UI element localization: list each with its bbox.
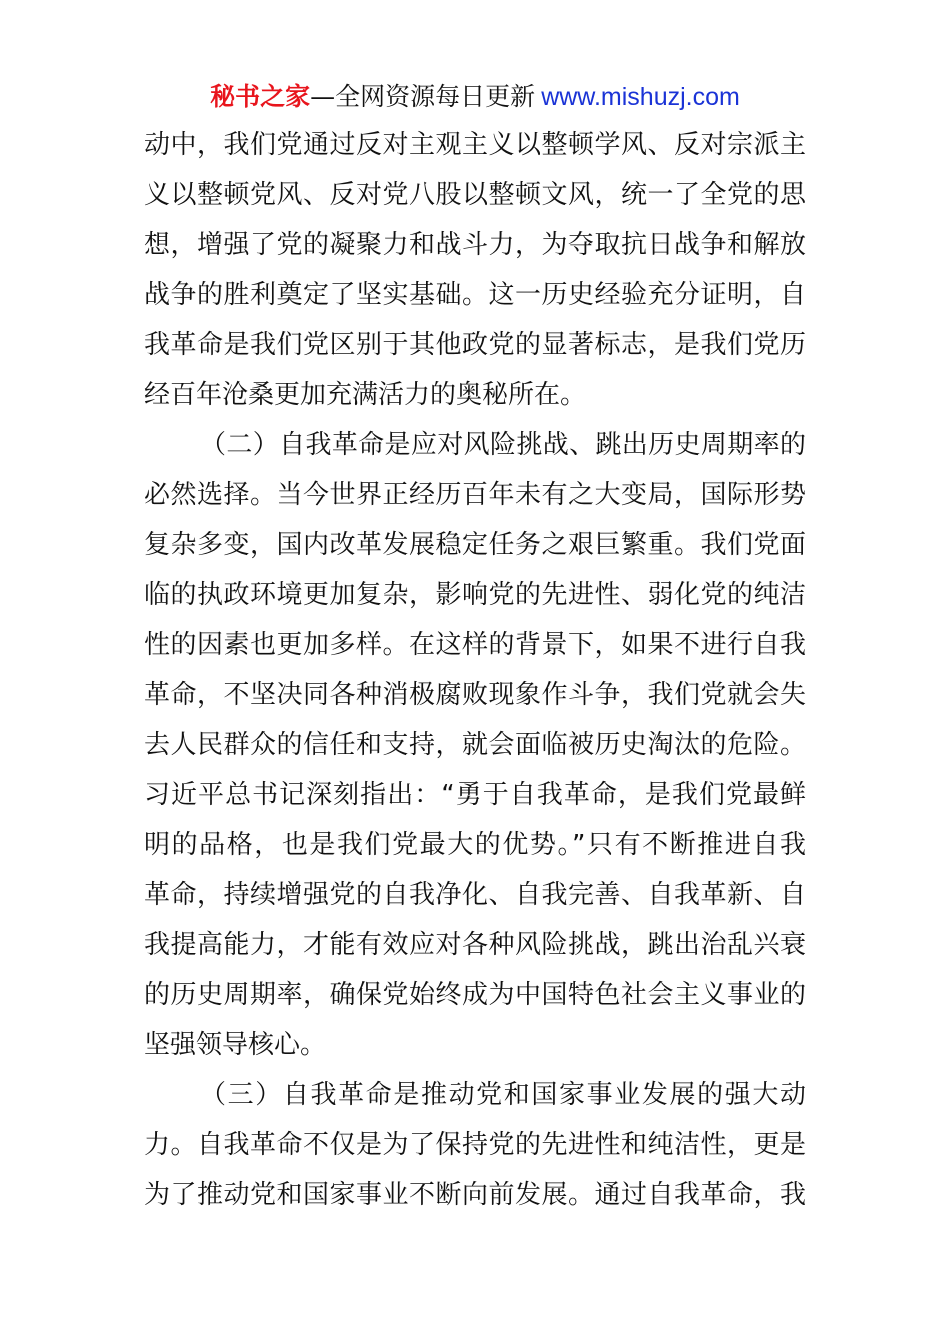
site-url-link[interactable]: www.mishuzj.com: [541, 83, 740, 111]
text-line: 性的因素也更加多样。在这样的背景下，如果不进行自我: [144, 630, 806, 660]
text-line: 坚强领导核心。: [144, 1030, 327, 1060]
text-line: 我提高能力，才能有效应对各种风险挑战，跳出治乱兴衰: [144, 930, 806, 960]
text-line: 革命，持续增强党的自我净化、自我完善、自我革新、自: [144, 880, 806, 910]
text-line: 动中，我们党通过反对主观主义以整顿学风、反对宗派主: [144, 130, 806, 160]
text-line: 经百年沧桑更加充满活力的奥秘所在。: [144, 380, 587, 410]
text-line: 革命，不坚决同各种消极腐败现象作斗争，我们党就会失: [144, 680, 806, 710]
text-line: 想，增强了党的凝聚力和战斗力，为夺取抗日战争和解放: [144, 230, 806, 260]
text-line: 义以整顿党风、反对党八股以整顿文风，统一了全党的思: [144, 180, 806, 210]
text-line: 复杂多变，国内改革发展稳定任务之艰巨繁重。我们党面: [144, 530, 806, 560]
text-line: 战争的胜利奠定了坚实基础。这一历史经验充分证明，自: [144, 280, 806, 310]
site-brand: 秘书之家: [210, 82, 311, 111]
document-body: [144, 120, 806, 1220]
section-heading-line: （三）自我革命是推动党和国家事业发展的强大动: [200, 1080, 806, 1110]
text-line: 的历史周期率，确保党始终成为中国特色社会主义事业的: [144, 980, 806, 1010]
text-line: 明的品格，也是我们党最大的优势。”只有不断推进自我: [144, 830, 806, 860]
text-line: 力。自我革命不仅是为了保持党的先进性和纯洁性，更是: [144, 1130, 806, 1160]
site-header: [0, 80, 950, 114]
text-line: 我革命是我们党区别于其他政党的显著标志，是我们党历: [144, 330, 806, 360]
text-line: 习近平总书记深刻指出：“勇于自我革命，是我们党最鲜: [144, 780, 806, 810]
text-line: 临的执政环境更加复杂，影响党的先进性、弱化党的纯洁: [144, 580, 806, 610]
section-heading-line: （二）自我革命是应对风险挑战、跳出历史周期率的: [200, 430, 806, 460]
site-tagline: —全网资源每日更新: [310, 82, 536, 111]
text-line: 去人民群众的信任和支持，就会面临被历史淘汰的危险。: [144, 730, 806, 760]
text-line: 必然选择。当今世界正经历百年未有之大变局，国际形势: [144, 480, 806, 510]
text-line: 为了推动党和国家事业不断向前发展。通过自我革命，我: [144, 1180, 806, 1210]
